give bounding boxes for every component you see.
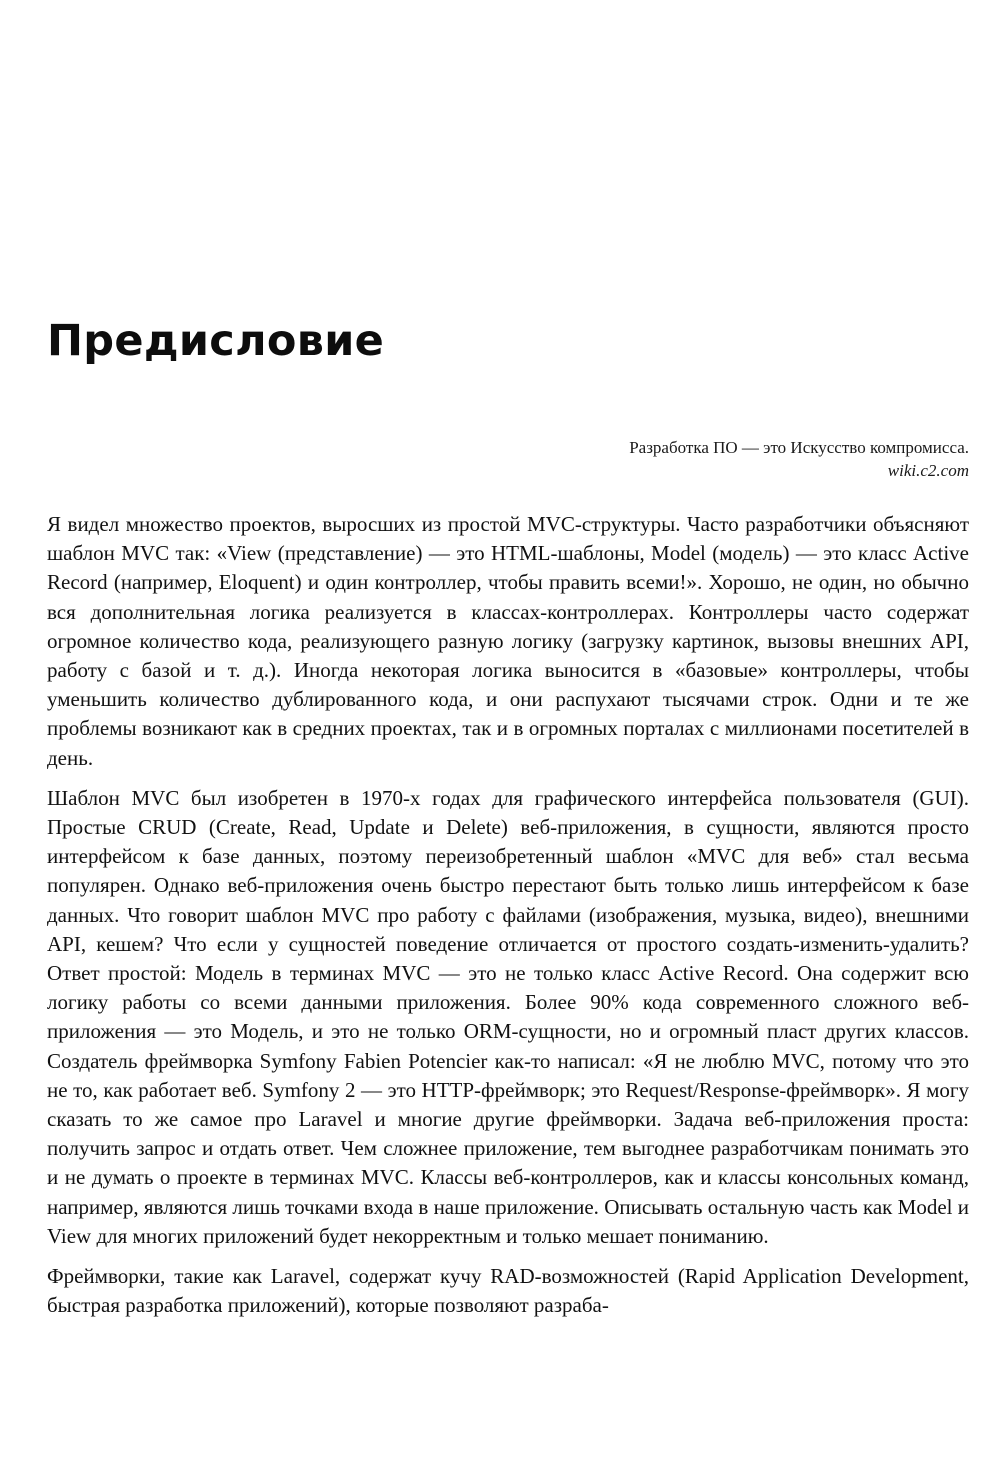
paragraph: Фреймворки, такие как Laravel, содержат кучу RAD-возможностей (Rapid Application Development, быстрая разработка приложений), которые позволяют разраба- (47, 1264, 969, 1318)
epigraph-source: wiki.c2.com (887, 461, 969, 480)
epigraph-quote: Разработка ПО — это Искусство компромисса. (629, 438, 969, 457)
epigraph (369, 436, 969, 482)
paragraph: Шаблон MVC был изобретен в 1970-х годах для графического интерфейса пользователя (GUI). Простые CRUD (Create, Read, Update и Delete) веб-приложения, в сущности, являются просто интерфейсом к базе данных, поэтому переизобретенный шаблон «MVC для веб» стал весьма популярен. Однако веб-приложения очень быстро перестают быть только лишь интерфейсом к базе данных. Что говорит шаблон MVC про работу с файлами (изображения, музыка, видео), внешними API, кешем? Что если у сущностей поведение отличается от простого создать-изменить-удалить? Ответ простой: Модель в терминах MVC — это не только класс Active Record. Она содержит всю логику работы со всеми данными приложения. Более 90% кода современного сложного веб-приложения — это Модель, и это не только ORM-сущности, но и огромный пласт других классов. Создатель фреймворка Symfony Fabien Potencier как-то написал: «Я не люблю MVC, потому что это не то, как работает веб. Symfony 2 — это HTTP-фреймворк; это Request/Response-фреймворк». Я могу сказать то же самое про Laravel и многие другие фреймворки. Задача веб-приложения проста: получить запрос и отдать ответ. Чем сложнее приложение, тем выгоднее разработчикам понимать это и не думать о проекте в терминах MVC. Классы веб-контроллеров, как и классы консольных команд, например, являются лишь точками входа в наше приложение. Описывать остальную часть как Model и View для многих приложений будет некорректным и только мешает пониманию. (47, 785, 969, 1248)
chapter-title: Предисловие (47, 316, 385, 366)
body-text (47, 510, 969, 1331)
paragraph: Я видел множество проектов, выросших из простой MVC-структуры. Часто разработчики объясняют шаблон MVC так: «View (представление) — это HTML-шаблоны, Model (модель) — это класс Active Record (например, Eloquent) и один контроллер, чтобы править всеми!». Хорошо, не один, но обычно вся дополнительная логика реализуется в классах-контроллерах. Контроллеры часто содержат огромное количество кода, реализующего разную логику (загрузку картинок, вызовы внешних API, работу с базой и т. д.). Иногда некоторая логика выносится в «базовые» контроллеры, чтобы уменьшить количество дублированного кода, и они распухают тысячами строк. Одни и те же проблемы возникают как в средних проектах, так и в огромных порталах с миллионами посетителей в день. (47, 512, 969, 770)
